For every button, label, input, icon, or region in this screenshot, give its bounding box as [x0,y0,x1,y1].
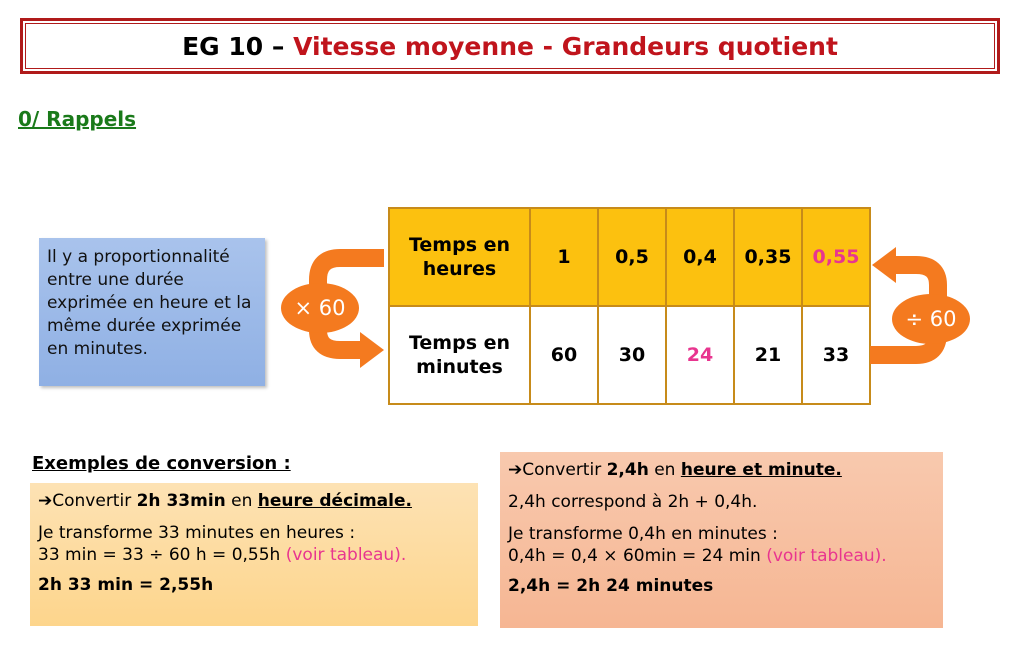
table-cell: 0,4 [666,208,734,306]
multiply-60-label: × 60 [281,283,359,333]
row-header-minutes: Temps en minutes [389,306,530,404]
example-right [500,452,943,628]
table-cell: 1 [530,208,598,306]
page-title-prefix: EG 10 – [182,31,285,61]
page-title: Vitesse moyenne - Grandeurs quotient [293,31,838,61]
table-cell: 30 [598,306,666,404]
example-left-result: 2h 33 min = 2,55h [38,575,214,595]
page-title-box [20,18,1000,74]
arrow-right-icon: ➔ [508,460,523,480]
example-right-result: 2,4h = 2h 24 minutes [508,576,714,596]
section-heading: 0/ Rappels [18,107,137,131]
example-left [30,483,478,626]
arrow-right-icon: ➔ [38,491,53,511]
table-cell: 0,5 [598,208,666,306]
example-right-task: ➔Convertir 2,4h en heure et minute. [508,460,842,480]
example-left-step: Je transforme 33 minutes en heures : [38,523,356,543]
divide-60-label: ÷ 60 [892,294,970,344]
table-row-hours [389,208,870,306]
example-left-calc: 33 min = 33 ÷ 60 h = 0,55h (voir tableau). [38,545,407,565]
table-cell: 33 [802,306,870,404]
table-cell: 60 [530,306,598,404]
table-cell-highlight: 24 [666,306,734,404]
table-cell: 0,35 [734,208,802,306]
examples-title: Exemples de conversion : [32,453,291,474]
table-row-minutes [389,306,870,404]
example-right-step: 2,4h correspond à 2h + 0,4h. [508,492,758,512]
conversion-table [388,207,871,405]
example-left-task: ➔Convertir 2h 33min en heure décimale. [38,491,412,511]
example-right-calc: 0,4h = 0,4 × 60min = 24 min (voir tableau). [508,546,887,566]
table-cell: 21 [734,306,802,404]
proportionality-note: Il y a proportionnalité entre une durée exprimée en heure et la même durée exprimée en minutes. [39,238,265,386]
table-cell-highlight: 0,55 [802,208,870,306]
row-header-hours: Temps en heures [389,208,530,306]
example-right-step2: Je transforme 0,4h en minutes : [508,524,778,544]
